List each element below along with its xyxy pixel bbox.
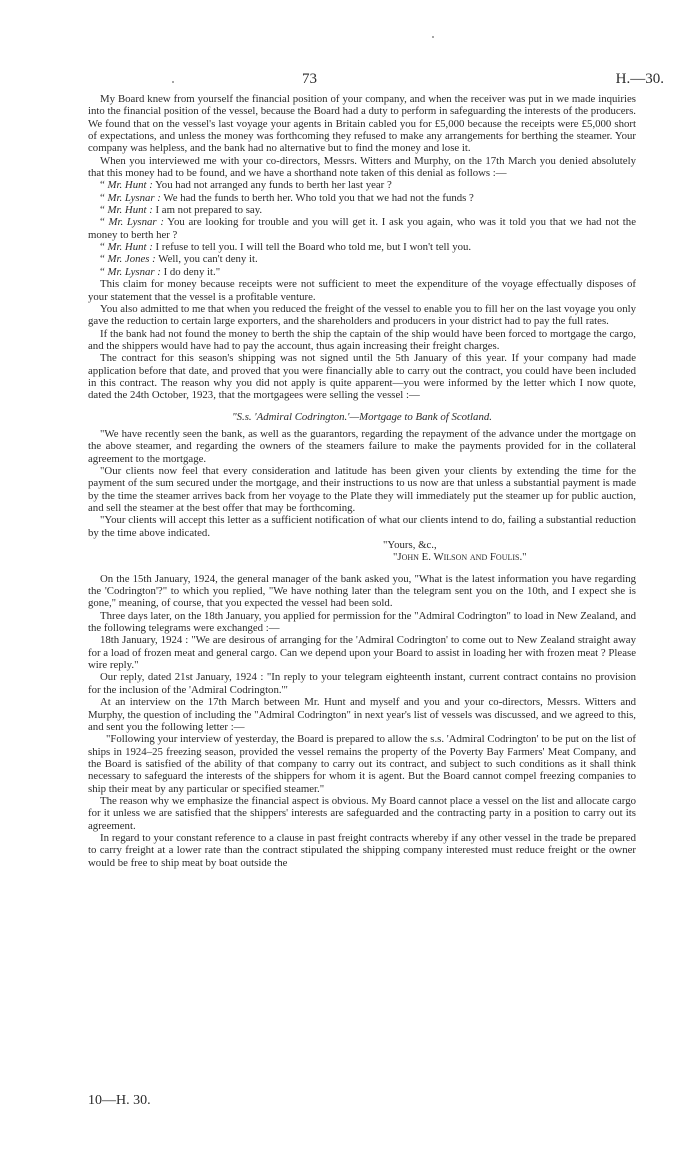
quoted-letter: "Following your interview of yesterday, the Board is prepared to allow the s.s. 'Admiral Codrington' to be put on the list of ships in 1924–25 freezing season, provided the vessel remains the property of the Poverty Bay Farmers' Meat Company, and the Board is satisfied of the ability of that company to carry out its contract, and subject to such conditions as it shall think necessary to safeguard the interests of the shippers for whom it is agent. But the Board cannot compel freezing companies to ship their meat by any particular or specified steamer."	[88, 733, 636, 795]
document-reference: H.—30.	[615, 71, 664, 87]
dialogue-line: “ Mr. Lysnar : I do deny it."	[100, 265, 221, 278]
paragraph: If the bank had not found the money to berth the ship the captain of the ship would have been forced to mortgage the cargo, and the shippers would have had to pay the account, thus again increasing their freight charges.	[88, 327, 636, 352]
letter-paragraph: "We have recently seen the bank, as well as the guarantors, regarding the repayment of the advance under the mortgage on the above steamer, and regarding the owners of the steamers failure to make the payments provided for in the collateral agreement to the mortgage.	[88, 427, 636, 465]
dialogue-text: I do deny it."	[160, 265, 221, 278]
dialogue-line: “ Mr. Hunt : I refuse to tell you. I will tell the Board who told me, but I won't tell you.	[100, 241, 472, 254]
letter-signature: "John E. Wilson and Foulis."	[393, 551, 527, 564]
paragraph: Three days later, on the 18th January, you applied for permission for the "Admiral Codrington" to load in New Zealand, and the following telegrams were exchanged :—	[88, 609, 636, 635]
dialogue-line: “ Mr. Lysnar : You are looking for trouble and you will get it. I ask you again, who was it told you that we had not the money to berth her ?	[88, 216, 636, 241]
paragraph: At an interview on the 17th March between Mr. Hunt and myself and you and your co-directors, Messrs. Witters and Murphy, the question of including the "Admiral Codrington" in next year's list of vessels was discussed, and we agreed to this, and sent you the following letter :—	[88, 696, 636, 733]
paragraph: This claim for money because receipts were not sufficient to meet the expenditure of the voyage effectually disposes of your statement that the vessel is a profitable venture.	[88, 278, 636, 303]
paragraph: The reason why we emphasize the financial aspect is obvious. My Board cannot place a vessel on the list and allocate cargo for it unless we are satisfied that the shippers' interests are safeguarded and the contracting party in a position to carry out its agreement.	[88, 794, 636, 832]
dialogue-line: “ Mr. Hunt : I am not prepared to say.	[100, 204, 263, 217]
paragraph: Our reply, dated 21st January, 1924 : "In reply to your telegram eighteenth instant, current contract contains no provision for the inclusion of the 'Admiral Codrington.'"	[88, 671, 636, 696]
speaker: Mr. Lysnar :	[108, 216, 164, 229]
speaker: Mr. Hunt :	[107, 204, 153, 217]
paragraph: The contract for this season's shipping was not signed until the 5th January of this year. If your company had made application before that date, and proved that you were financially able to carry out the contract, you could have been included in this contract. The reason why you did not apply is quite apparent—you were informed by the letter which I now quote, dated the 24th October, 1923, that the mortgagees were selling the vessel :—	[88, 352, 636, 402]
speaker: Mr. Hunt :	[107, 179, 153, 192]
paragraph: 18th January, 1924 : "We are desirous of arranging for the 'Admiral Codrington' to come out to New Zealand straight away for a load of frozen meat and general cargo. Can we depend upon your Board to assist in loading her with frozen meat ? Please wire reply."	[88, 634, 636, 672]
speaker: Mr. Lysnar :	[107, 265, 161, 278]
dialogue-text: You had not arranged any funds to berth her last year ?	[152, 179, 392, 192]
speaker: Mr. Hunt :	[107, 241, 153, 254]
page-header	[0, 71, 700, 91]
letter-closing: "Yours, &c.,	[383, 539, 437, 552]
dialogue-line: “ Mr. Lysnar : We had the funds to berth her. Who told you that we had not the funds ?	[100, 191, 474, 204]
body-text	[88, 93, 636, 869]
scan-speck	[432, 36, 434, 38]
letter-heading	[88, 411, 636, 423]
dialogue-text: Well, you can't deny it.	[155, 253, 258, 266]
speaker: Mr. Lysnar :	[107, 191, 161, 204]
letter-paragraph: "Our clients now feel that every consideration and latitude has been given your clients by extending the time for the payment of the sum secured under the mortgage, and their instructions to us now are that unless a substantial payment is made by the time the steamer arrives back from her voyage to the Plate they will immediately put the steamer up for public auction, and sell the steamer at the best offer that may be forthcoming.	[88, 464, 636, 514]
paragraph: You also admitted to me that when you reduced the freight of the vessel to enable you to fill her on the last voyage you only gave the reduction to certain large exporters, and the shareholders and producers in your district had to pay the full rates.	[88, 302, 636, 328]
dialogue-text: You are looking for trouble and you will get it. I ask you again, who was it told you that we had not the money to berth her ?	[88, 216, 636, 241]
dialogue-text: We had the funds to berth her. Who told you that we had not the funds ?	[160, 191, 474, 204]
dialogue-text: I am not prepared to say.	[152, 204, 263, 217]
paragraph: My Board knew from yourself the financial position of your company, and when the receiver was put in we made inquiries into the financial position of the vessel, because the Board had a duty to perform in safeguarding the interests of the producers. We found that on the vessel's last voyage your agents in Britain cabled you for £5,000 because the receipts were £5,000 short of expectations, and unless the money was forthcoming they refused to make any arrangements for berthing the steamer. Your company was helpless, and the bank had no alternative but to find the money and lose it.	[88, 93, 636, 155]
paragraph: On the 15th January, 1924, the general manager of the bank asked you, "What is the latest information you have regarding the 'Codrington'?" to which you replied, "We have nothing later than the telegram sent you on the 10th, and I expect she is gone," meaning, of course, that you expected the vessel had been sold.	[88, 572, 636, 610]
paragraph: When you interviewed me with your co-directors, Messrs. Witters and Murphy, on the 17th March you denied absolutely that this money had to be found, and we have a shorthand note taken of this denial as follows :—	[88, 154, 636, 180]
page-footer: 10—H. 30.	[88, 1093, 151, 1108]
speaker: Mr. Jones :	[107, 253, 156, 266]
letter-heading-text: "S.s. 'Admiral Codrington.'—Mortgage to Bank of Scotland.	[232, 410, 492, 423]
page-number: 73	[302, 71, 317, 87]
dialogue-line: “ Mr. Hunt : You had not arranged any funds to berth her last year ?	[100, 179, 392, 192]
dialogue-text: I refuse to tell you. I will tell the Board who told me, but I won't tell you.	[152, 241, 472, 254]
spacer	[88, 564, 636, 573]
letter-paragraph: "Your clients will accept this letter as a sufficient notification of what our clients intend to do, failing a substantial reduction by the time above indicated.	[88, 514, 636, 539]
paragraph: In regard to your constant reference to a clause in past freight contracts whereby if any other vessel in the trade be prepared to carry freight at a lower rate than the contract stipulated the shipping company interested must reduce freight or the owner would be free to ship meat by boat outside the	[88, 831, 636, 869]
dialogue-line: “ Mr. Jones : Well, you can't deny it.	[100, 253, 258, 266]
